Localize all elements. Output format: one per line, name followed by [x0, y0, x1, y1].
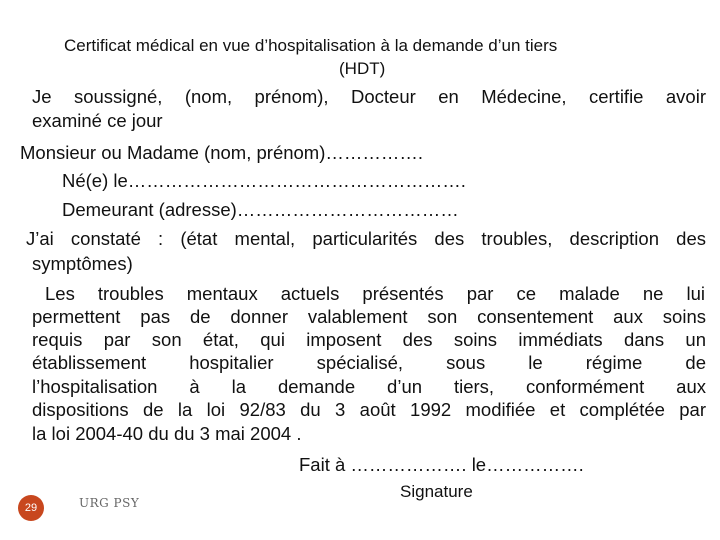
- patient-name-field: Monsieur ou Madame (nom, prénom)…………….: [20, 142, 424, 163]
- declaration-line-2: examiné ce jour: [32, 110, 163, 131]
- legal-paragraph-line-2: permettent pas de donner valablement son consentement aux soins: [32, 306, 706, 327]
- address-field: Demeurant (adresse)………………………………: [62, 199, 459, 220]
- observation-line-2: symptômes): [32, 253, 133, 274]
- legal-paragraph-line-4: établissement hospitalier spécialisé, sous le régime de: [32, 352, 706, 373]
- declaration-line-1: Je soussigné, (nom, prénom), Docteur en Médecine, certifie avoir: [32, 86, 706, 107]
- slide-number-badge: 29: [18, 495, 44, 521]
- observation-line-1: J’ai constaté : (état mental, particularités des troubles, description des: [26, 228, 706, 249]
- title-line-2: (HDT): [339, 59, 386, 78]
- place-date-field: Fait à ………………. le…………….: [299, 454, 584, 475]
- legal-paragraph-line-6: dispositions de la loi 92/83 du 3 août 1992 modifiée et complétée par: [32, 399, 706, 420]
- legal-paragraph-line-5: l’hospitalisation à la demande d’un tiers, conformément aux: [32, 376, 706, 397]
- title-line-1: Certificat médical en vue d’hospitalisation à la demande d’un tiers: [64, 36, 558, 55]
- legal-paragraph-line-7: la loi 2004-40 du du 3 mai 2004 .: [32, 423, 302, 444]
- legal-paragraph-line-1: Les troubles mentaux actuels présentés par ce malade ne lui: [45, 283, 705, 304]
- signature-label: Signature: [400, 482, 473, 501]
- birth-date-field: Né(e) le……………………………………………….: [62, 170, 466, 191]
- legal-paragraph-line-3: requis par son état, qui imposent des soins immédiats dans un: [32, 329, 706, 350]
- footer-label: URG PSY: [79, 496, 140, 510]
